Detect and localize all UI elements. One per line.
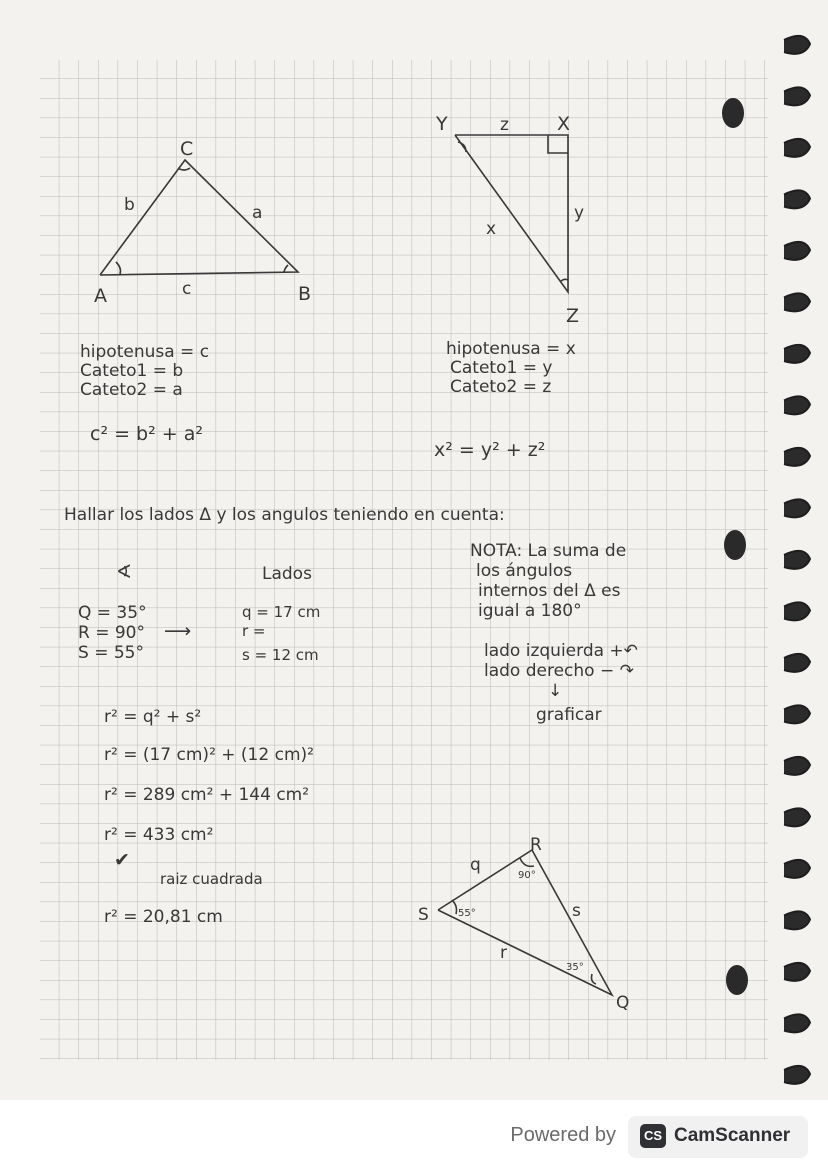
side-label-a: a [252, 203, 263, 223]
vertex-s: S [418, 905, 429, 925]
spiral-coil [784, 139, 810, 157]
spiral-coil [784, 757, 810, 775]
spiral-coil [784, 808, 810, 826]
vertex-c: C [180, 138, 194, 160]
vertex-q: Q [616, 993, 630, 1013]
rule-arrow-down: ↓ [548, 681, 563, 701]
calc-line-4: r² = 433 cm² [104, 825, 214, 845]
spiral-coil [784, 963, 810, 981]
rule-graficar: graficar [536, 705, 602, 725]
camscanner-brand: CamScanner [674, 1125, 791, 1146]
side-q: q = 17 cm [242, 603, 321, 621]
calc-line-1: r² = q² + s² [104, 707, 202, 727]
arrow-right: ⟶ [164, 620, 192, 642]
vertex-z: Z [566, 305, 580, 327]
spiral-coil [784, 860, 810, 878]
t3-side-q: q [470, 855, 481, 875]
side-label-z: z [500, 115, 509, 135]
check-mark: ✔ [114, 849, 130, 871]
spiral-coil [784, 1066, 810, 1084]
vertex-b: B [298, 283, 312, 305]
nota-line-4: igual a 180° [478, 601, 582, 621]
calc-line-3: r² = 289 cm² + 144 cm² [104, 785, 310, 805]
spiral-coil [784, 190, 810, 208]
side-label-c: c [182, 279, 192, 299]
t1-hipotenusa: hipotenusa = c [80, 342, 210, 362]
angles-header: ∢ [116, 561, 132, 583]
spiral-coil [784, 1014, 810, 1032]
spiral-coil [784, 242, 810, 260]
rule-left: lado izquierda +↶ [484, 641, 638, 661]
vertex-x: X [557, 113, 571, 135]
t3-angle-q: 35° [566, 962, 584, 973]
side-label-y: y [574, 203, 585, 223]
calc-line-6: r² = 20,81 cm [104, 907, 223, 927]
camscanner-logo-icon: CS [640, 1124, 666, 1148]
t2-cateto2: Cateto2 = z [450, 377, 552, 397]
nota-line-2: los ángulos [476, 561, 573, 581]
calc-raiz: raiz cuadrada [160, 870, 263, 888]
spiral-coil [784, 345, 810, 363]
powered-by-text: Powered by [510, 1124, 616, 1146]
side-s: s = 12 cm [242, 646, 319, 664]
spiral-coil [784, 654, 810, 672]
vertex-a: A [94, 285, 107, 307]
nota-line-3: internos del Δ es [478, 581, 621, 601]
vertex-r: R [530, 835, 542, 855]
exercise-heading: Hallar los lados Δ y los angulos teniendo en cuenta: [64, 505, 505, 525]
t2-cateto1: Cateto1 = y [450, 358, 553, 378]
t3-side-s: s [572, 901, 581, 921]
spiral-coil [784, 448, 810, 466]
spiral-coil [784, 911, 810, 929]
side-label-x: x [486, 219, 497, 239]
calc-line-2: r² = (17 cm)² + (12 cm)² [104, 745, 314, 765]
spiral-coil [784, 499, 810, 517]
rule-right: lado derecho − ↷ [484, 661, 634, 681]
spiral-coil [784, 293, 810, 311]
t3-side-r: r [500, 943, 507, 963]
side-label-b: b [124, 195, 135, 215]
spiral-coil [784, 602, 810, 620]
spiral-coil [784, 705, 810, 723]
t1-cateto1: Cateto1 = b [80, 361, 184, 381]
angle-q: Q = 35° [78, 603, 147, 623]
vertex-y: Y [436, 113, 448, 135]
t3-angle-r: 90° [518, 870, 536, 881]
t1-cateto2: Cateto2 = a [80, 380, 183, 400]
spiral-coil [784, 87, 810, 105]
side-r: r = [242, 622, 266, 640]
sides-header: Lados [262, 564, 312, 584]
nota-line-1: NOTA: La suma de [470, 541, 627, 561]
spiral-coil [784, 551, 810, 569]
t2-formula: x² = y² + z² [434, 439, 546, 461]
angle-r: R = 90° [78, 623, 145, 643]
spiral-coil [784, 36, 810, 54]
t2-hipotenusa: hipotenusa = x [446, 339, 576, 359]
spiral-coil [784, 396, 810, 414]
angle-s: S = 55° [78, 643, 144, 663]
t3-angle-s: 55° [458, 908, 476, 919]
t1-formula: c² = b² + a² [90, 423, 203, 445]
